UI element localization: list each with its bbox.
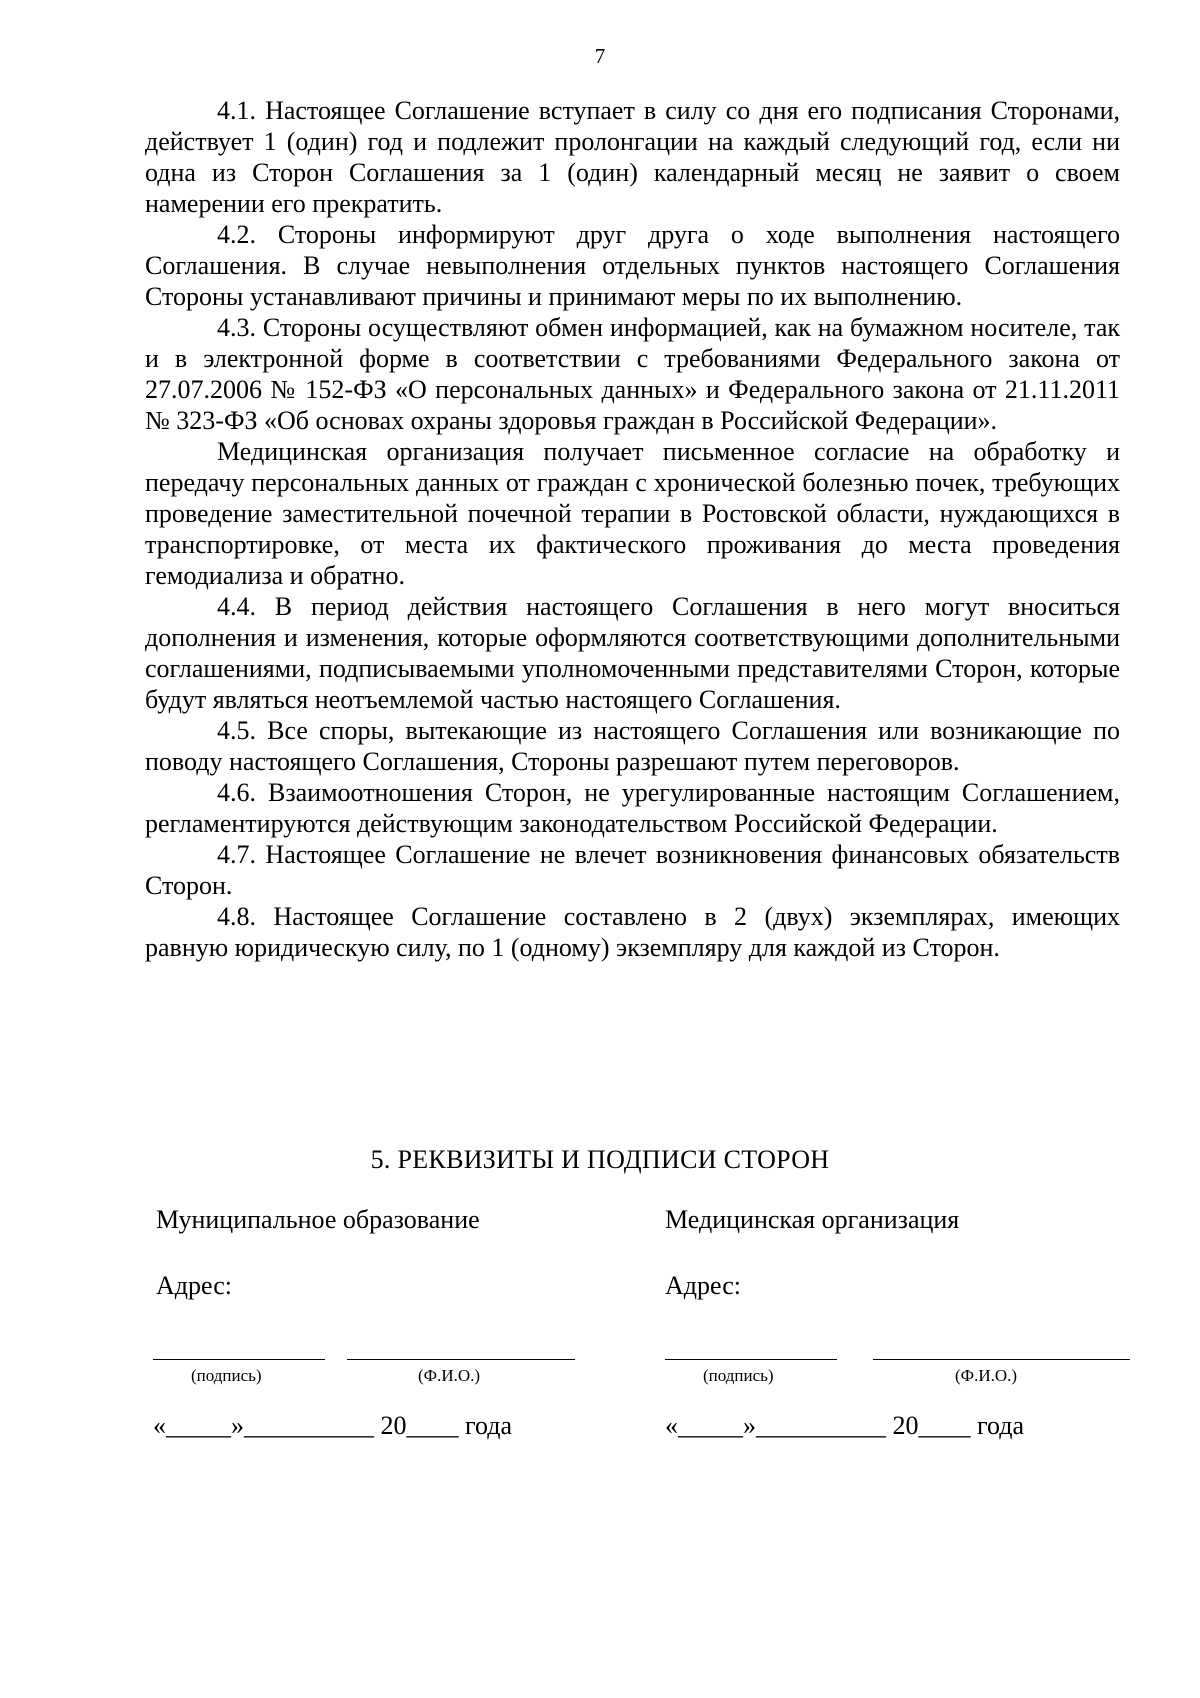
paragraph-4-3: 4.3. Стороны осуществляют обмен информацией, как на бумажном носителе, так и в электронной форме в соответствии с требованиями Федерального закона от 27.07.2006 № 152-ФЗ «О персональных данных» и Федерального закона от 21.11.2011 № 323-ФЗ «Об основах охраны здоровья граждан в Российской Федерации». <box>145 313 1120 435</box>
signature-caption: (подпись) <box>703 1366 774 1385</box>
full-name-caption: (Ф.И.О.) <box>418 1366 481 1385</box>
signature-line <box>153 1359 325 1360</box>
party-name: Медицинская организация <box>665 1205 960 1234</box>
paragraph-4-8: 4.8. Настоящее Соглашение составлено в 2 (двух) экземплярах, имеющих равную юридическую силу, по 1 (одному) экземпляру для каждой из Сторон. <box>145 902 1120 962</box>
signing-date-line: «_____»__________ 20____ года <box>153 1411 513 1440</box>
paragraph-consent: Медицинская организация получает письменное согласие на обработку и передачу персональных данных от граждан с хронической болезнью почек, требующих проведение заместительной почечной терапии в Ростовской области, нуждающихся в транспортировке, от места их фактического проживания до места проведения гемодиализа и обратно. <box>145 437 1120 590</box>
full-name-line <box>873 1359 1130 1360</box>
paragraph-4-5: 4.5. Все споры, вытекающие из настоящего Соглашения или возникающие по поводу настоящего Соглашения, Стороны разрешают путем переговоров. <box>145 716 1120 776</box>
paragraph-4-2: 4.2. Стороны информируют друг друга о ходе выполнения настоящего Соглашения. В случае невыполнения отдельных пунктов настоящего Соглашения Стороны устанавливают причины и принимают меры по их выполнению. <box>145 220 1120 311</box>
paragraph-4-4: 4.4. В период действия настоящего Соглашения в него могут вноситься дополнения и изменения, которые оформляются соответствующими дополнительными соглашениями, подписываемыми уполномоченными представителями Сторон, которые будут являться неотъемлемой частью настоящего Соглашения. <box>145 592 1120 714</box>
party-address-label: Адрес: <box>156 1271 232 1300</box>
party-address-label: Адрес: <box>665 1271 741 1300</box>
agreement-body <box>145 95 1120 963</box>
party-name: Муниципальное образование <box>156 1205 480 1234</box>
paragraph-4-6: 4.6. Взаимоотношения Сторон, не урегулированные настоящим Соглашением, регламентируются действующим законодательством Российской Федерации. <box>145 778 1120 838</box>
page-number: 7 <box>594 44 606 68</box>
full-name-line <box>347 1359 575 1360</box>
party-medical <box>665 1205 1115 1425</box>
full-name-caption: (Ф.И.О.) <box>955 1366 1018 1385</box>
signature-line <box>665 1359 837 1360</box>
signature-caption: (подпись) <box>191 1366 262 1385</box>
section-heading: 5. РЕКВИЗИТЫ И ПОДПИСИ СТОРОН <box>370 1145 830 1174</box>
paragraph-4-7: 4.7. Настоящее Соглашение не влечет возникновения финансовых обязательств Сторон. <box>145 840 1120 900</box>
party-municipal <box>156 1205 606 1425</box>
paragraph-4-1: 4.1. Настоящее Соглашение вступает в силу со дня его подписания Сторонами, действует 1 (один) год и подлежит пролонгации на каждый следующий год, если ни одна из Сторон Соглашения за 1 (один) календарный месяц не заявит о своем намерении его прекратить. <box>145 96 1120 218</box>
signing-date-line: «_____»__________ 20____ года <box>665 1411 1025 1440</box>
